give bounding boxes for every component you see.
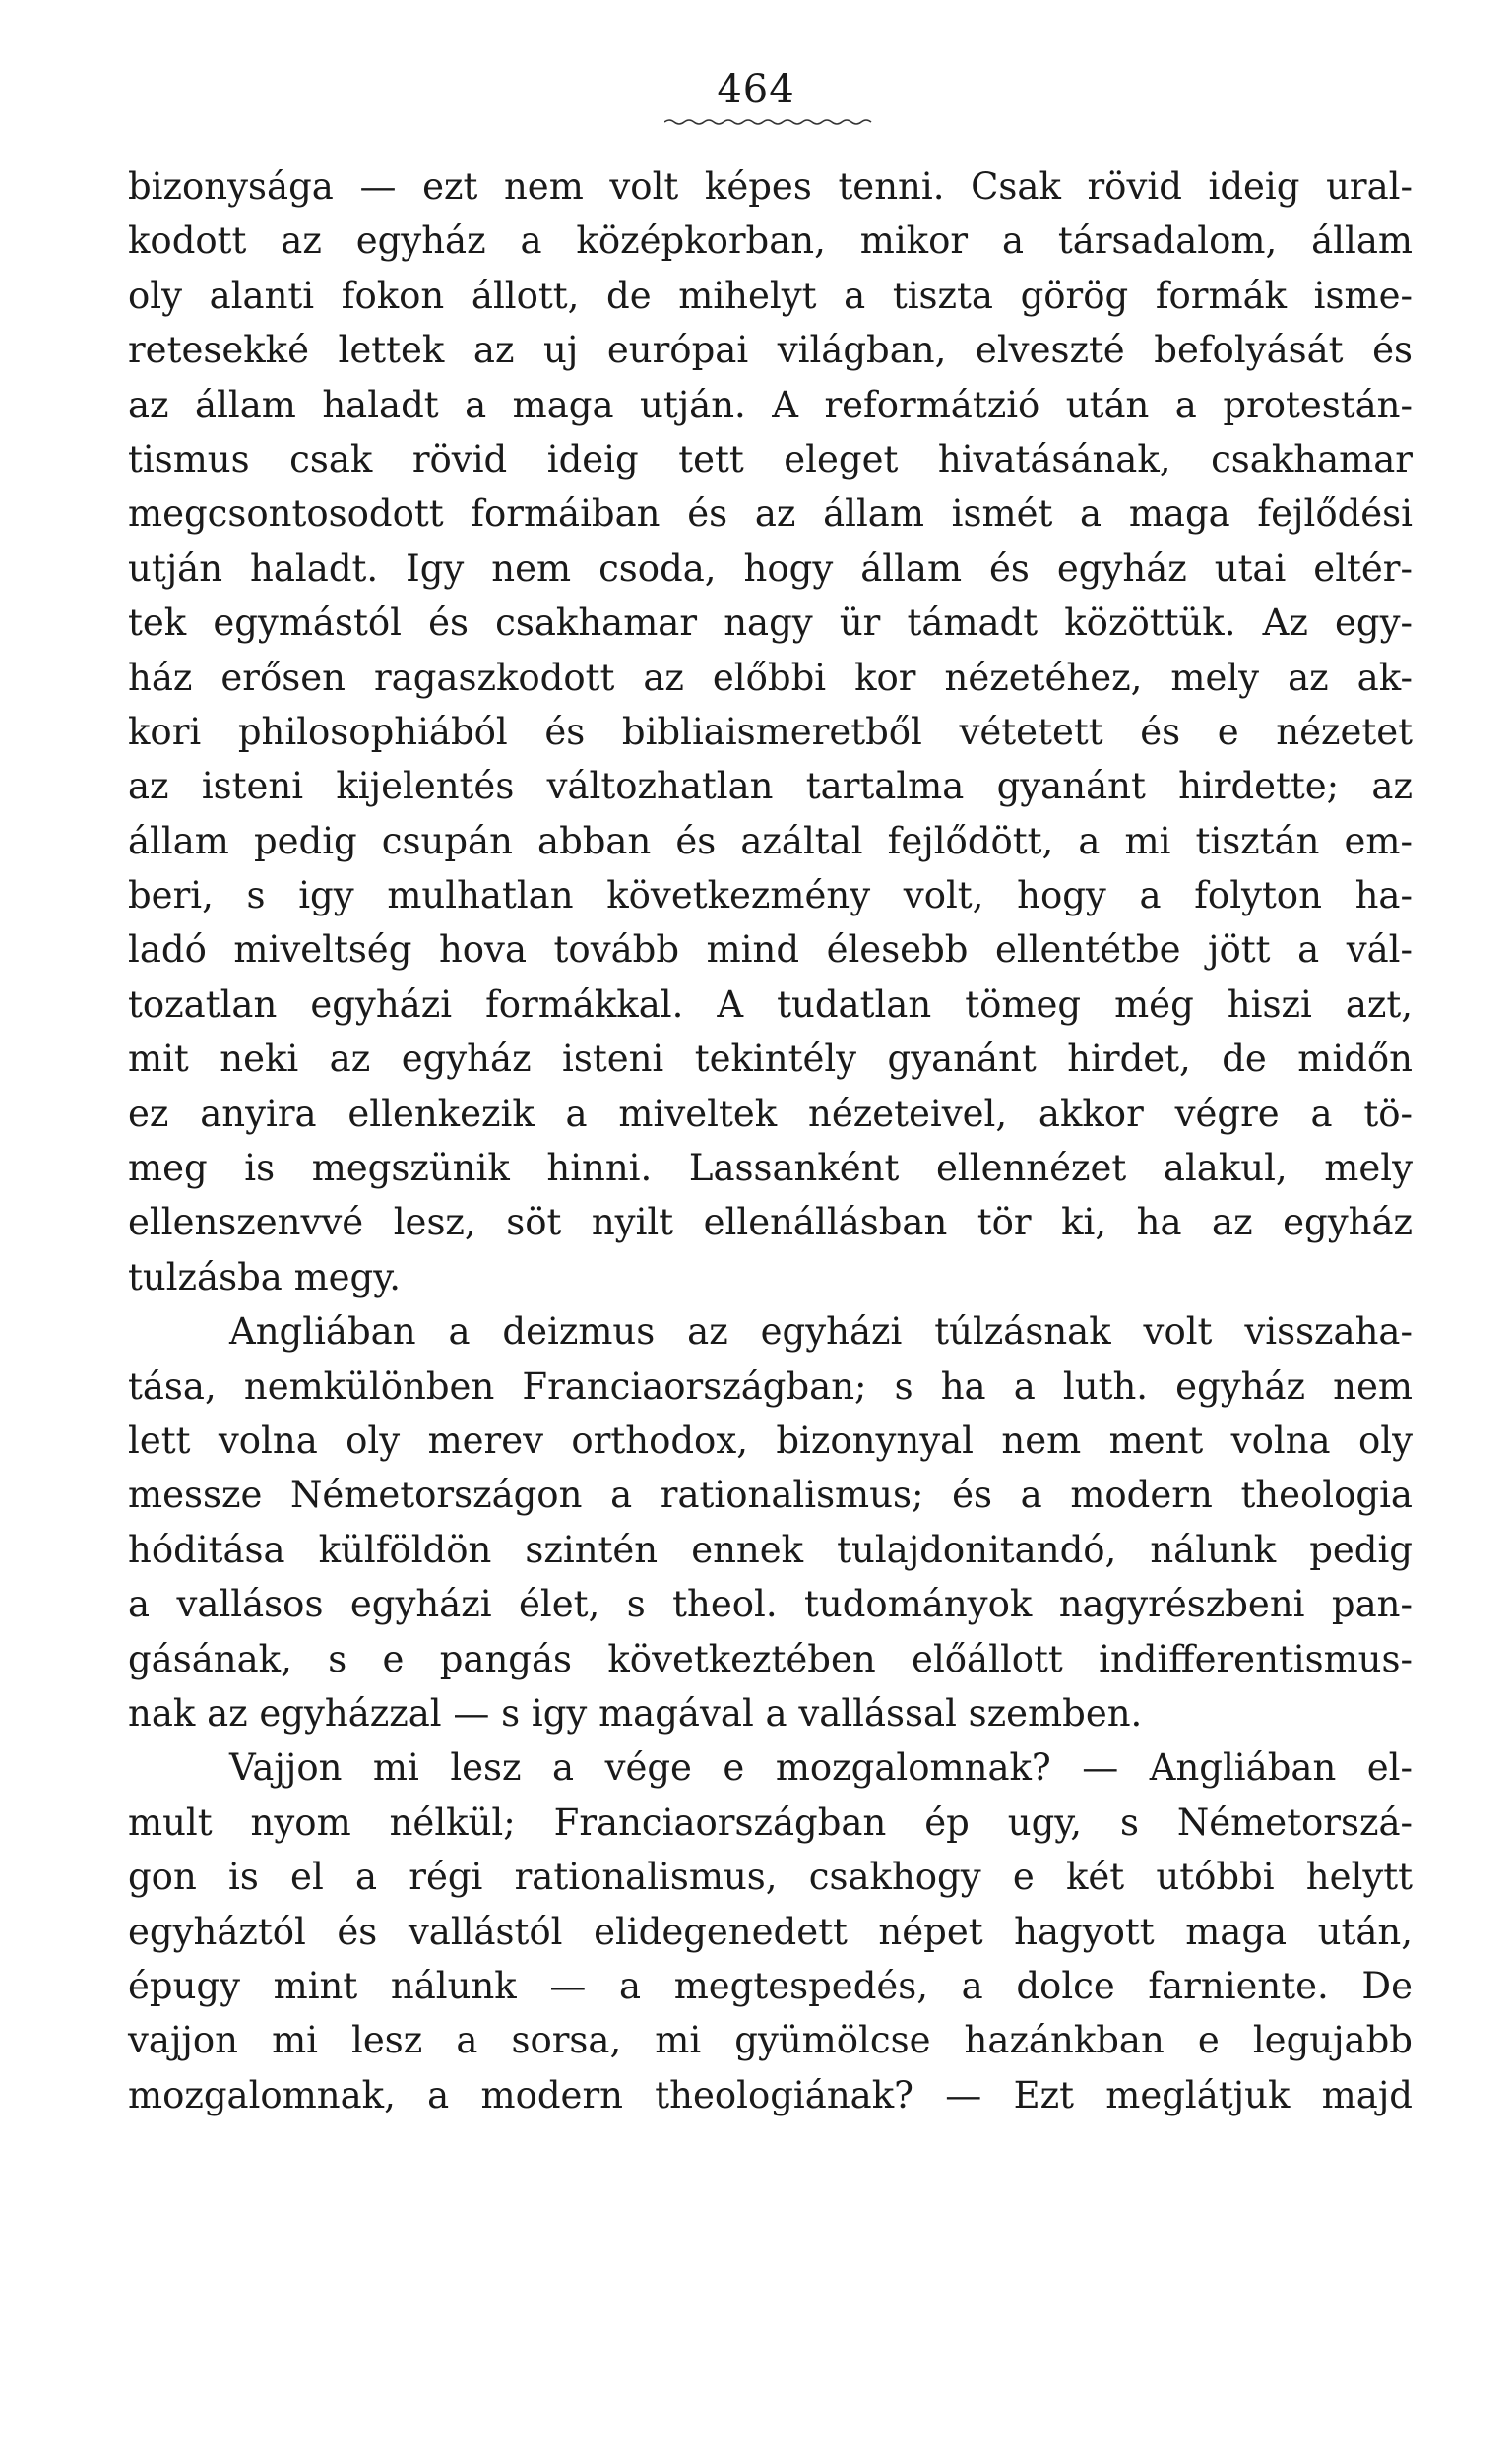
- text-line: utján haladt. Igy nem csoda, hogy állam és egyház utai eltér-: [128, 546, 1413, 590]
- text-line: tulzásba megy.: [128, 1255, 401, 1298]
- text-line: ellenszenvvé lesz, söt nyilt ellenállásban tör ki, ha az egyház: [128, 1201, 1413, 1244]
- text-line: tek egymástól és csakhamar nagy ür támadt közöttük. Az egy-: [128, 601, 1413, 645]
- decorative-wavy-rule: [664, 118, 876, 126]
- text-line: ladó miveltség hova tovább mind élesebb ellentétbe jött a vál-: [128, 928, 1413, 972]
- text-line: Vajjon mi lesz a vége e mozgalomnak? — Angliában el-: [229, 1746, 1413, 1790]
- text-line: állam pedig csupán abban és azáltal fejlődött, a mi tisztán em-: [128, 819, 1413, 862]
- text-line: ez anyira ellenkezik a miveltek nézeteivel, akkor végre a tö-: [128, 1092, 1413, 1135]
- text-line: mozgalomnak, a modern theologiának? — Ezt meglátjuk majd: [128, 2073, 1413, 2116]
- text-line: vajjon mi lesz a sorsa, mi gyümölcse hazánkban e legujabb: [128, 2019, 1413, 2062]
- text-line: nak az egyházzal — s igy magával a vallással szemben.: [128, 1691, 1143, 1735]
- text-line: oly alanti fokon állott, de mihelyt a tiszta görög formák isme-: [128, 274, 1413, 317]
- text-line: retesekké lettek az uj európai világban, elveszté befolyását és: [128, 329, 1413, 372]
- text-line: gásának, s e pangás következtében előállott indifferentismus-: [128, 1637, 1413, 1680]
- text-line: kori philosophiából és bibliaismeretből vétetett és e nézetet: [128, 710, 1413, 753]
- text-line: tása, nemkülönben Franciaországban; s ha a luth. egyház nem: [128, 1364, 1413, 1408]
- text-line: tismus csak rövid ideig tett eleget hivatásának, csakhamar: [128, 437, 1413, 480]
- text-line: messze Németországon a rationalismus; és a modern theologia: [128, 1474, 1413, 1517]
- text-line: mit neki az egyház isteni tekintély gyanánt hirdet, de midőn: [128, 1038, 1413, 1081]
- text-line: egyháztól és vallástól elidegenedett népet hagyott maga után,: [128, 1910, 1413, 1953]
- text-line: hóditása külföldön szintén ennek tulajdonitandó, nálunk pedig: [128, 1528, 1413, 1571]
- text-line: meg is megszünik hinni. Lassanként ellennézet alakul, mely: [128, 1147, 1413, 1190]
- text-line: a vallásos egyházi élet, s theol. tudományok nagyrészbeni pan-: [128, 1583, 1413, 1626]
- body-text: [128, 159, 1413, 2122]
- text-line: lett volna oly merev orthodox, bizonynyal nem ment volna oly: [128, 1419, 1413, 1462]
- text-line: megcsontosodott formáiban és az állam ismét a maga fejlődési: [128, 492, 1413, 536]
- text-line: bizonysága — ezt nem volt képes tenni. Csak rövid ideig ural-: [128, 165, 1413, 208]
- text-line: az isteni kijelentés változhatlan tartalma gyanánt hirdette; az: [128, 765, 1413, 808]
- text-line: Angliában a deizmus az egyházi túlzásnak volt visszaha-: [229, 1310, 1413, 1354]
- text-line: épugy mint nálunk — a megtespedés, a dolce farniente. De: [128, 1964, 1413, 2007]
- text-line: ház erősen ragaszkodott az előbbi kor nézetéhez, mely az ak-: [128, 656, 1413, 699]
- text-line: tozatlan egyházi formákkal. A tudatlan tömeg még hiszi azt,: [128, 982, 1413, 1026]
- page-number: 464: [717, 67, 795, 112]
- text-line: beri, s igy mulhatlan következmény volt, hogy a folyton ha-: [128, 874, 1413, 917]
- text-line: az állam haladt a maga utján. A reformátzió után a protestán-: [128, 383, 1413, 426]
- text-line: gon is el a régi rationalismus, csakhogy e két utóbbi helytt: [128, 1856, 1413, 1899]
- text-line: kodott az egyház a középkorban, mikor a társadalom, állam: [128, 220, 1413, 263]
- text-line: mult nyom nélkül; Franciaországban ép ugy, s Németorszá-: [128, 1800, 1413, 1844]
